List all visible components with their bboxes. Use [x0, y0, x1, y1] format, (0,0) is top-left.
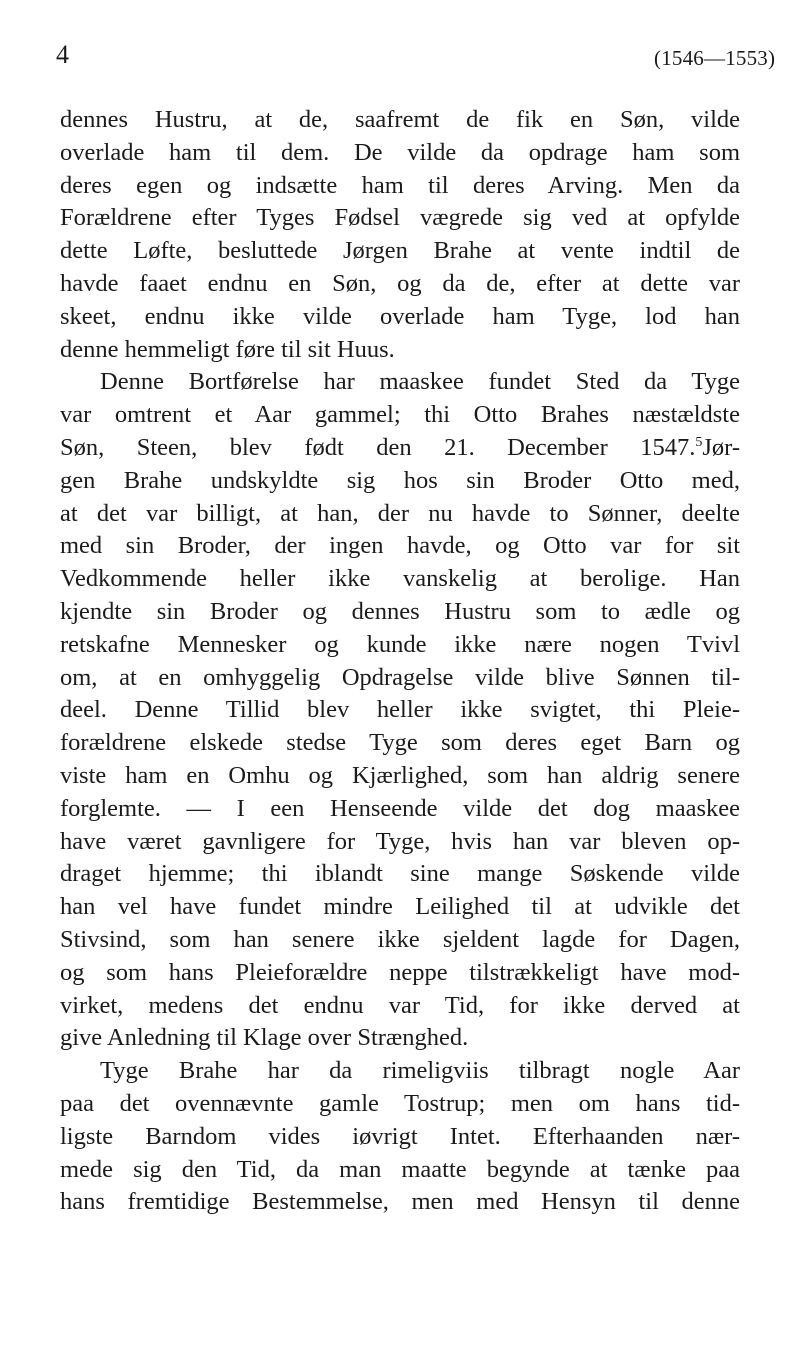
text-line: om, at en omhyggelig Opdragelse vilde blive Sønnen til- — [60, 663, 740, 691]
text-line: Vedkommende heller ikke vanskelig at berolige. Han — [60, 565, 740, 593]
page-number: 4 — [56, 40, 69, 69]
text-line: viste ham en Omhu og Kjærlighed, som han aldrig senere — [60, 761, 740, 789]
text-line: forældrene elskede stedse Tyge som deres eget Barn og — [60, 729, 740, 757]
footnote-marker: 5 — [695, 434, 703, 450]
text-line: at det var billigt, at han, der nu havde to Sønner, deelte — [60, 499, 740, 527]
body-text — [60, 104, 740, 1219]
text-line: give Anledning til Klage over Strænghed. — [60, 1024, 469, 1052]
text-line: og som hans Pleieforældre neppe tilstrækkeligt have mod- — [60, 958, 740, 986]
text-line: mede sig den Tid, da man maatte begynde at tænke paa — [60, 1155, 740, 1183]
text-line: han vel have fundet mindre Leilighed til at udvikle det — [60, 893, 740, 921]
text-line: overlade ham til dem. De vilde da opdrage ham som — [60, 138, 740, 166]
text-line: havde faaet endnu en Søn, og da de, efter at dette var — [60, 269, 740, 297]
text-line: Tyge Brahe har da rimeligviis tilbragt nogle Aar — [100, 1057, 740, 1085]
text-line: hans fremtidige Bestemmelse, men med Hensyn til denne — [60, 1188, 740, 1216]
text-line: Stivsind, som han senere ikke sjeldent lagde for Dagen, — [60, 925, 740, 953]
text-line: Forældrene efter Tyges Fødsel vægrede sig ved at opfylde — [60, 204, 740, 232]
text-line: denne hemmeligt føre til sit Huus. — [60, 335, 395, 363]
text-line: have været gavnligere for Tyge, hvis han var bleven op- — [60, 827, 740, 855]
text-line: deres egen og indsætte ham til deres Arving. Men da — [60, 171, 740, 199]
text-line: deel. Denne Tillid blev heller ikke svigtet, thi Pleie- — [60, 696, 740, 724]
text-line: gen Brahe undskyldte sig hos sin Broder Otto med, — [60, 466, 740, 494]
text-line: skeet, endnu ikke vilde overlade ham Tyge, lod han — [60, 302, 740, 330]
text-line: ligste Barndom vides iøvrigt Intet. Efterhaanden nær- — [60, 1122, 740, 1150]
text-line: dennes Hustru, at de, saafremt de fik en Søn, vilde — [60, 106, 740, 133]
text-line: var omtrent et Aar gammel; thi Otto Brahes næstældste — [60, 401, 740, 429]
text-line: virket, medens det endnu var Tid, for ikke derved at — [60, 991, 740, 1019]
text-line: paa det ovennævnte gamle Tostrup; men om hans tid- — [60, 1089, 740, 1117]
text-segment: Søn, Steen, blev født den 21. December 1547. — [60, 433, 696, 461]
text-line: kjendte sin Broder og dennes Hustru som to ædle og — [60, 597, 740, 625]
text-segment: Jør- — [702, 433, 740, 461]
running-head-years: (1546—1553) — [654, 46, 776, 70]
text-line: Denne Bortførelse har maaskee fundet Sted da Tyge — [100, 368, 740, 396]
text-line: med sin Broder, der ingen havde, og Otto var for sit — [60, 532, 740, 560]
text-line: draget hjemme; thi iblandt sine mange Søskende vilde — [60, 860, 740, 888]
text-line-with-footnote — [60, 432, 740, 465]
text-line: dette Løfte, besluttede Jørgen Brahe at vente indtil de — [60, 237, 740, 265]
text-line: forglemte. — I een Henseende vilde det dog maaskee — [60, 794, 740, 822]
text-line: retskafne Mennesker og kunde ikke nære nogen Tvivl — [60, 630, 740, 658]
